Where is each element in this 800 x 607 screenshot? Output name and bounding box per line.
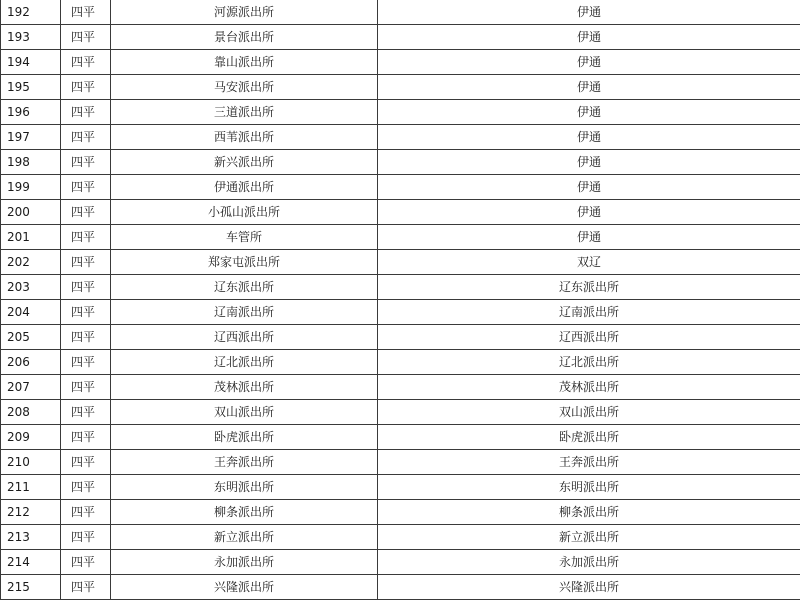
station-cell: 兴隆派出所 <box>111 575 378 600</box>
table-row <box>1 325 800 350</box>
station-cell: 新兴派出所 <box>111 150 378 175</box>
city-cell: 四平 <box>61 350 111 375</box>
row-number: 204 <box>1 300 61 325</box>
station-cell: 辽西派出所 <box>111 325 378 350</box>
row-number: 205 <box>1 325 61 350</box>
area-cell: 伊通 <box>378 125 800 150</box>
city-cell: 四平 <box>61 175 111 200</box>
table-row <box>1 100 800 125</box>
city-cell: 四平 <box>61 300 111 325</box>
table-row <box>1 425 800 450</box>
row-number: 210 <box>1 450 61 475</box>
area-cell: 柳条派出所 <box>378 500 800 525</box>
area-cell: 伊通 <box>378 25 800 50</box>
station-cell: 景台派出所 <box>111 25 378 50</box>
row-number: 209 <box>1 425 61 450</box>
area-cell: 王奔派出所 <box>378 450 800 475</box>
station-cell: 马安派出所 <box>111 75 378 100</box>
city-cell: 四平 <box>61 500 111 525</box>
station-cell: 小孤山派出所 <box>111 200 378 225</box>
area-cell: 双辽 <box>378 250 800 275</box>
table-row <box>1 175 800 200</box>
table-row <box>1 475 800 500</box>
row-number: 203 <box>1 275 61 300</box>
city-cell: 四平 <box>61 475 111 500</box>
table-row <box>1 200 800 225</box>
row-number: 206 <box>1 350 61 375</box>
table-row <box>1 50 800 75</box>
area-cell: 辽东派出所 <box>378 275 800 300</box>
city-cell: 四平 <box>61 525 111 550</box>
row-number: 201 <box>1 225 61 250</box>
station-cell: 辽东派出所 <box>111 275 378 300</box>
row-number: 202 <box>1 250 61 275</box>
city-cell: 四平 <box>61 375 111 400</box>
city-cell: 四平 <box>61 450 111 475</box>
row-number: 214 <box>1 550 61 575</box>
station-cell: 茂林派出所 <box>111 375 378 400</box>
city-cell: 四平 <box>61 25 111 50</box>
station-cell: 东明派出所 <box>111 475 378 500</box>
table-row <box>1 575 800 600</box>
area-cell: 辽西派出所 <box>378 325 800 350</box>
table-row <box>1 550 800 575</box>
table-row <box>1 250 800 275</box>
station-cell: 伊通派出所 <box>111 175 378 200</box>
station-cell: 郑家屯派出所 <box>111 250 378 275</box>
station-cell: 柳条派出所 <box>111 500 378 525</box>
table-row <box>1 525 800 550</box>
area-cell: 伊通 <box>378 100 800 125</box>
row-number: 212 <box>1 500 61 525</box>
table-row <box>1 450 800 475</box>
station-cell: 靠山派出所 <box>111 50 378 75</box>
station-cell: 辽北派出所 <box>111 350 378 375</box>
area-cell: 伊通 <box>378 150 800 175</box>
city-cell: 四平 <box>61 550 111 575</box>
area-cell: 辽南派出所 <box>378 300 800 325</box>
area-cell: 伊通 <box>378 200 800 225</box>
table-row <box>1 350 800 375</box>
table-row <box>1 25 800 50</box>
area-cell: 双山派出所 <box>378 400 800 425</box>
station-cell: 卧虎派出所 <box>111 425 378 450</box>
table-body <box>1 0 800 600</box>
row-number: 207 <box>1 375 61 400</box>
area-cell: 辽北派出所 <box>378 350 800 375</box>
area-cell: 伊通 <box>378 75 800 100</box>
row-number: 192 <box>1 0 61 25</box>
table-row <box>1 75 800 100</box>
city-cell: 四平 <box>61 275 111 300</box>
table-row <box>1 125 800 150</box>
table-row <box>1 400 800 425</box>
city-cell: 四平 <box>61 50 111 75</box>
station-cell: 新立派出所 <box>111 525 378 550</box>
city-cell: 四平 <box>61 75 111 100</box>
city-cell: 四平 <box>61 225 111 250</box>
city-cell: 四平 <box>61 250 111 275</box>
city-cell: 四平 <box>61 200 111 225</box>
table-row <box>1 375 800 400</box>
station-cell: 西苇派出所 <box>111 125 378 150</box>
row-number: 213 <box>1 525 61 550</box>
row-number: 215 <box>1 575 61 600</box>
row-number: 195 <box>1 75 61 100</box>
row-number: 200 <box>1 200 61 225</box>
station-cell: 河源派出所 <box>111 0 378 25</box>
area-cell: 伊通 <box>378 225 800 250</box>
station-cell: 三道派出所 <box>111 100 378 125</box>
area-cell: 伊通 <box>378 175 800 200</box>
table-row <box>1 275 800 300</box>
row-number: 193 <box>1 25 61 50</box>
city-cell: 四平 <box>61 125 111 150</box>
city-cell: 四平 <box>61 425 111 450</box>
station-cell: 双山派出所 <box>111 400 378 425</box>
area-cell: 新立派出所 <box>378 525 800 550</box>
area-cell: 东明派出所 <box>378 475 800 500</box>
row-number: 199 <box>1 175 61 200</box>
row-number: 198 <box>1 150 61 175</box>
station-cell: 永加派出所 <box>111 550 378 575</box>
city-cell: 四平 <box>61 100 111 125</box>
table-row <box>1 0 800 25</box>
table-row <box>1 300 800 325</box>
city-cell: 四平 <box>61 400 111 425</box>
row-number: 196 <box>1 100 61 125</box>
area-cell: 伊通 <box>378 50 800 75</box>
table-row <box>1 150 800 175</box>
station-cell: 辽南派出所 <box>111 300 378 325</box>
city-cell: 四平 <box>61 0 111 25</box>
station-cell: 王奔派出所 <box>111 450 378 475</box>
area-cell: 永加派出所 <box>378 550 800 575</box>
city-cell: 四平 <box>61 150 111 175</box>
area-cell: 卧虎派出所 <box>378 425 800 450</box>
table-row <box>1 500 800 525</box>
area-cell: 伊通 <box>378 0 800 25</box>
station-cell: 车管所 <box>111 225 378 250</box>
row-number: 211 <box>1 475 61 500</box>
row-number: 194 <box>1 50 61 75</box>
city-cell: 四平 <box>61 325 111 350</box>
row-number: 197 <box>1 125 61 150</box>
row-number: 208 <box>1 400 61 425</box>
table-row <box>1 225 800 250</box>
area-cell: 茂林派出所 <box>378 375 800 400</box>
city-cell: 四平 <box>61 575 111 600</box>
area-cell: 兴隆派出所 <box>378 575 800 600</box>
